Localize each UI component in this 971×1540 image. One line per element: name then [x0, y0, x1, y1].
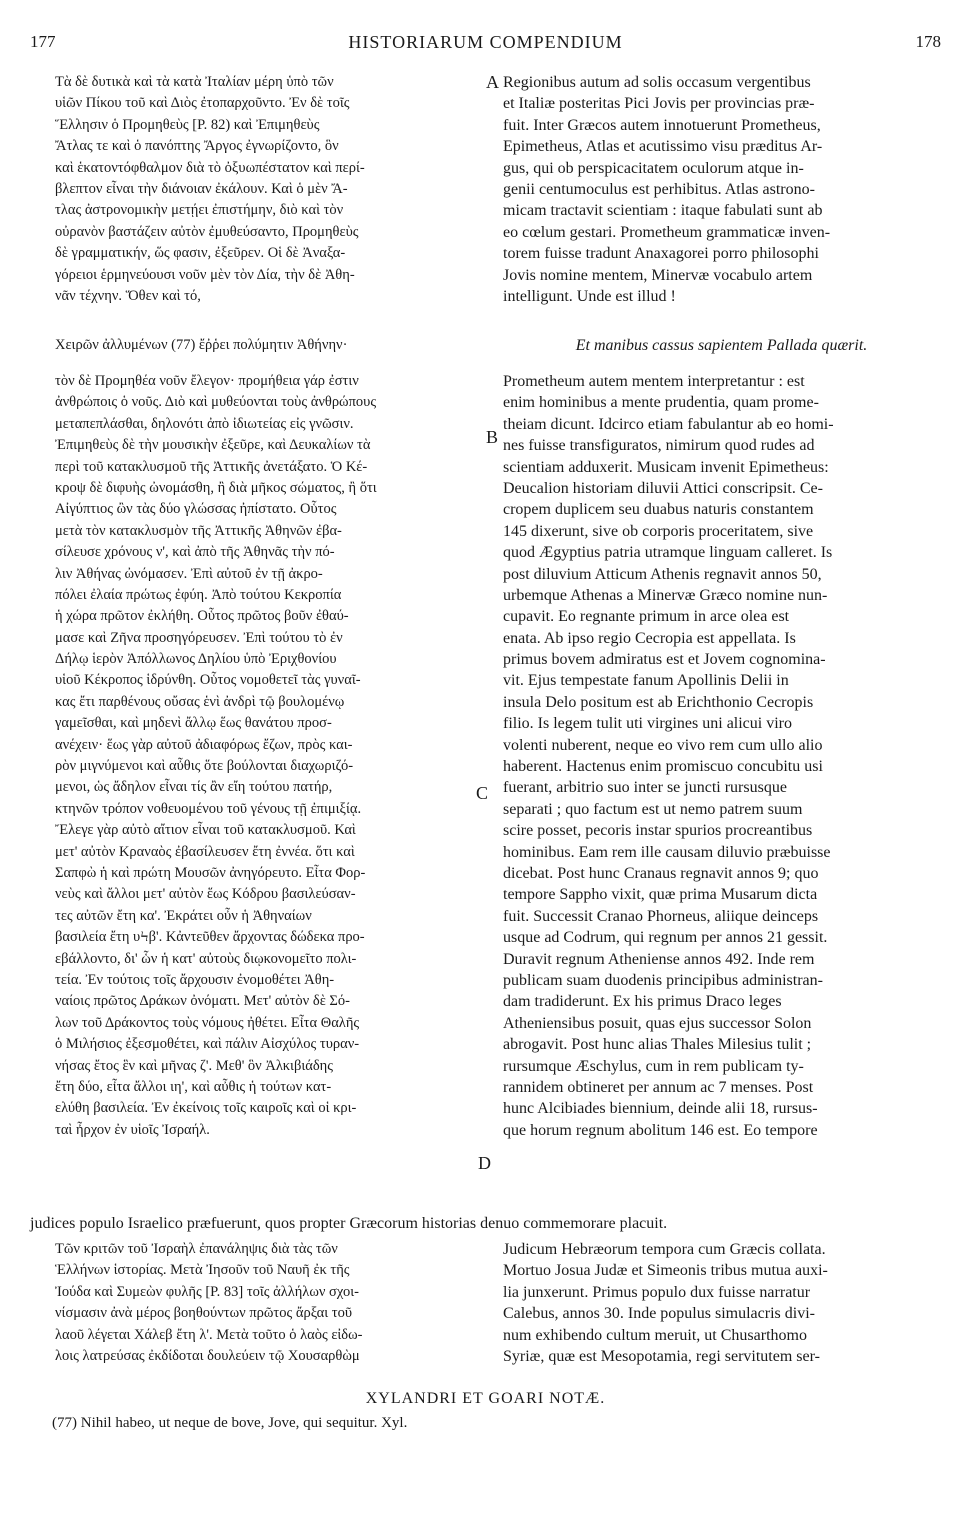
text-line: rursumque Æschylus, cum in rem publicam ty-	[503, 1057, 804, 1075]
text-line: dam tradiderunt. Ex his primus Draco leges	[503, 993, 782, 1011]
text-line: Ἑλλήνων ἱστορίας. Μετὰ Ἰησοῦν τοῦ Ναυῆ ἐκ τῆς	[55, 1262, 350, 1279]
text-line: urbemque Athenas a Minervæ Græco nomine nun-	[503, 586, 828, 604]
latin-verse: Et manibus cassus sapientem Pallada quærit.	[575, 337, 868, 354]
text-line: Ἕλλησιν ὁ Προμηθεὺς [P. 82) καὶ Ἐπιμηθεὺς	[55, 116, 320, 133]
text-line: Regionibus autum ad solis occasum vergentibus	[503, 74, 811, 91]
text-line: σίλευσε χρόνους ν', καὶ ἀπὸ τῆς Ἀθηνᾶς τὴν πό-	[55, 544, 335, 561]
text-line: βασιλεία ἔτη υϞβ'. Κἀντεῦθεν ἄρχοντας δώδεκα προ-	[55, 929, 365, 946]
text-line: cropem duplicem seu duabus naturis constantem	[503, 501, 814, 519]
text-line: νᾶν τέχνην. Ὅθεν καὶ τό,	[55, 287, 201, 304]
margin-marker-c: C	[476, 783, 489, 803]
text-line: hunc Alcibiades biennium, deinde alii 18, rursus-	[503, 1100, 818, 1118]
text-line: fuerant, arbitrio suo inter se juncti rursusque	[503, 779, 787, 797]
text-line: nes fuisse transfiguratos, nimirum quod rudes ad	[503, 437, 815, 455]
text-line: ανέχειν· ἕως γὰρ αὐτοῦ ἀδιαφόρως ἔζων, πρὸς και-	[55, 736, 353, 753]
text-line: κροψ δὲ διφυὴς ὠνομάσθη, ἢ διὰ μῆκος σώματος, ἢ ὅτι	[55, 479, 377, 496]
page-number-right: 178	[915, 32, 941, 51]
text-line: λοις λατρεύσας ἐκδίδοται δουλεύειν τῷ Χουσαρθὼμ	[55, 1347, 360, 1364]
latin-column-bottom	[503, 1239, 940, 1367]
text-line: que horum regnum abolitum 146 est. Eo tempore	[503, 1121, 818, 1139]
text-line: ταὶ ἦρχον ἐν υἱοῖς Ἰσραήλ.	[55, 1121, 210, 1138]
text-line: Σαπφὼ ἡ καὶ πρώτη Μουσῶν ἀνηγόρευτο. Εἶτα Φορ-	[55, 864, 366, 881]
running-title: HISTORIARUM COMPENDIUM	[348, 32, 623, 52]
text-line: νίσμασιν ἀνὰ μέρος βοηθούντων πρῶτος ἄρξαι τοῦ	[55, 1305, 353, 1322]
notes-heading: XYLANDRI ET GOARI NOTÆ.	[365, 1390, 606, 1407]
text-line: υἱοῦ Κέκροπος ἱδρύνθη. Οὗτος νομοθετεῖ τὰς γυναῖ-	[55, 672, 361, 689]
text-line: Ἐπιμηθεὺς δὲ τὴν μουσικὴν ἐξεῦρε, καὶ Δευκαλίων τὰ	[55, 437, 371, 454]
text-line: num exhibendo cultum meruit, ut Chusarthomo	[503, 1326, 807, 1344]
text-line: publicam suam duodenis principibus administran-	[503, 971, 823, 989]
text-line: Τῶν κριτῶν τοῦ Ἰσραὴλ ἐπανάληψις διὰ τὰς τῶν	[55, 1241, 338, 1257]
text-line: eo cœlum gestari. Prometheum grammaticæ inven-	[503, 223, 831, 241]
text-line: et Italiæ posteritas Pici Jovis per provincias præ-	[503, 95, 815, 113]
full-width-line: judices populo Israelico præfuerunt, quos propter Græcorum historias denuo commemorare placuit.	[30, 1215, 668, 1232]
text-line: κας ἔτι παρθένους οὔσας ἑνὶ ἀνδρὶ τῷ βουλομένῳ	[55, 693, 345, 710]
text-line: Jovis nomine mentem, Minervæ vocabulo artem	[503, 266, 813, 284]
text-line: τεία. Ἐν τούτοις τοῖς ἄρχουσιν ἐνομοθέτει Ἀθη-	[55, 971, 335, 988]
text-line: εβάλλοντο, δι' ὧν ἡ κατ' αὐτοὺς διῳκονομεῖτο πολι-	[55, 950, 357, 967]
footnote-77: (77) Nihil habeo, ut neque de bove, Jove, qui sequitur. Xyl.	[52, 1415, 408, 1431]
text-line: τες αὐτῶν ἔτη κα'. Ἐκράτει οὖν ἡ Ἀθηναίων	[55, 907, 312, 924]
text-line: scientiam adduxerit. Musicam invenit Epimetheus:	[503, 458, 829, 476]
text-line: γόρειοι ἑρμηνεύουσι νοῦν μὲν τὸν Δία, τὴν δὲ Ἀθη-	[55, 266, 355, 283]
greek-verse: Χειρῶν ἀλλυμένων (77) ἔῤῥει πολύμητιν Ἀθήνην·	[55, 337, 348, 353]
text-line: Epimetheus, Atlas et acutissimo visu præditus Ar-	[503, 138, 823, 156]
text-line: quod Ægyptius patria utramque linguam calleret. Is	[503, 544, 833, 562]
text-line: περὶ τοῦ κατακλυσμοῦ τῆς Ἀττικῆς ἀνετάξατο. Ὁ Κέ-	[55, 458, 368, 475]
text-line: λαοῦ λέγεται Χάλεβ ἔτη λ'. Μετὰ τοῦτο ὁ λαὸς εἰδω-	[55, 1326, 363, 1343]
text-line: enata. Ab ipso regio Cecropia est appellata. Is	[503, 629, 796, 647]
text-line: theiam dicunt. Idcirco etiam fabulantur ab eo homi-	[503, 415, 834, 433]
text-line: haberent. Hactenus enim promiscuo concubitu usi	[503, 758, 823, 776]
margin-marker-b: B	[486, 427, 499, 447]
text-line: 145 dixerunt, sive ob corporis proceritatem, sive	[503, 522, 814, 540]
text-line: fuit. Successit Cranao Phorneus, aliique deinceps	[503, 907, 819, 925]
text-line: μενοι, ὡς ἄδηλον εἶναι τίς ἂν εἴη τούτου πατήρ,	[55, 779, 333, 796]
text-line: λιν Ἀθήνας ὠνόμασεν. Ἐπὶ αὐτοῦ ἐν τῇ ἀκρο-	[55, 565, 323, 582]
text-line: οὐρανὸν βαστάζειν αὐτὸν ἐμυθεύσαντο, Προμηθεὺς	[55, 223, 359, 240]
text-line: hominibus. Eam rem ille causam diluvio præbuisse	[503, 843, 831, 861]
text-line: ἡ χώρα πρῶτον ἐκλήθη. Οὗτος πρῶτος βοῦν ἐθαύ-	[55, 608, 349, 625]
greek-column-bottom	[55, 1239, 487, 1367]
text-line: torem fuisse tradunt Anaxagorei porro philosophi	[503, 245, 819, 263]
margin-marker-a: A	[486, 72, 499, 92]
text-line: Τὰ δὲ δυτικὰ καὶ τὰ κατὰ Ἰταλίαν μέρη ὑπὸ τῶν	[55, 74, 334, 90]
text-line: enim hominibus a mente prudentia, quam prome-	[503, 394, 819, 412]
text-line: τὸν δὲ Προμηθέα νοῦν ἔλεγον· προμήθεια γάρ ἐστιν	[55, 373, 359, 389]
text-line: Atheniensibus posuit, quas ejus successor Solon	[503, 1014, 812, 1032]
text-line: νήσας ἔτος ἓν καὶ μῆνας ζ'. Μεθ' ὃν Ἀλκιβιάδης	[55, 1057, 333, 1074]
text-line: dicebat. Post hunc Cranaus regnavit annos 9; quo	[503, 864, 819, 882]
text-line: μετ' αὐτὸν Κραναὸς ἐβασίλευσεν ἔτη ἐννέα. ὅτι καὶ	[55, 843, 355, 860]
text-line: βλεπτον εἶναι τὴν διάνοιαν ἐκάλουν. Καὶ ὁ μὲν Ἄ-	[55, 180, 348, 197]
page-number-left: 177	[30, 32, 56, 51]
text-line: tempore Sappho vixit, quæ prima Musarum dicta	[503, 886, 818, 904]
text-line: vit. Ejus tempestate fanum Apollinis Delii in	[503, 672, 789, 690]
text-line: υἱῶν Πίκου τοῦ καὶ Διὸς ἐτοπαρχοῦντο. Ἐν δὲ τοῖς	[55, 95, 350, 112]
text-line: primus bovem admiratus est et Jovem cognomina-	[503, 651, 826, 669]
text-line: fuit. Inter Græcos autem innotuerunt Prometheus,	[503, 116, 821, 134]
text-line: rannidem obtineret per annum ac 7 menses. Post	[503, 1078, 814, 1096]
text-line: νεὺς καὶ ἄλλοι μετ' αὐτὸν ἕως Κόδρου βασιλεύσαν-	[55, 886, 356, 903]
margin-marker-d: D	[478, 1153, 491, 1173]
text-line: Deucalion historiam diluvii Attici conscripsit. Ce-	[503, 479, 823, 497]
text-line: lia junxerunt. Primus populo dux fuisse narratur	[503, 1283, 811, 1301]
text-line: ελύθη βασιλεία. Ἐν ἐκείνοις τοῖς καιροῖς καὶ οἱ κρι-	[55, 1100, 357, 1117]
text-line: Duravit regnum Atheniense annos 492. Inde rem	[503, 950, 815, 968]
text-line: Judicum Hebræorum tempora cum Græcis collata.	[503, 1241, 826, 1258]
text-line: separati ; quo factum est ut nemo patrem suum	[503, 800, 803, 818]
text-line: Ἔλεγε γὰρ αὐτὸ αἴτιον εἶναι τοῦ κατακλυσμοῦ. Καὶ	[55, 822, 356, 839]
text-line: intelligunt. Unde est illud !	[503, 287, 676, 305]
text-line: τλας ἀστρονομικὴν μετῄει ἐπιστήμην, διὸ καὶ τὸν	[55, 202, 344, 219]
text-line: cupavit. Eo regnante primum in arce olea est	[503, 608, 790, 626]
text-line: ὁ Μιλήσιος ἐξεσμοθέτει, καὶ πάλιν Αἰσχύλος τυραν-	[55, 1036, 360, 1053]
text-line: insula Delo positum est ab Erichthonio Cecropis	[503, 693, 814, 711]
text-line: δὲ γραμματικήν, ὥς φασιν, ἐξεῦρεν. Οἱ δὲ Ἀναξα-	[55, 245, 346, 262]
text-line: Ἄτλας τε καὶ ὁ πανόπτης Ἄργος ἐγνωρίζοντο, ὃν	[55, 138, 339, 155]
text-line: Αἰγύπτιος ὢν τὰς δύο γλώσσας ἠπίστατο. Οὗτος	[55, 501, 337, 518]
text-line: καὶ ἑκατοντόφθαλμον διὰ τὸ ὀξυωπέστατον καὶ περί-	[55, 159, 365, 176]
text-line: Prometheum autem mentem interpretantur : est	[503, 373, 805, 390]
text-line: Calebus, annos 30. Inde populus simulacris divi-	[503, 1305, 815, 1323]
latin-column-top	[503, 72, 940, 307]
text-line: filio. Is legem tulit uti virgines uni alicui viro	[503, 715, 792, 733]
text-line: abrogavit. Post hunc alias Thales Milesius tulit ;	[503, 1036, 812, 1054]
text-line: usque ad Codrum, qui regnum per annos 21 gessit.	[503, 929, 828, 947]
text-line: λων τοῦ Δράκοντος τοὺς νόμους ἠθέτει. Εἶτα Θαλῆς	[55, 1014, 360, 1031]
text-line: Syriæ, quæ est Mesopotamia, regi servitutem ser-	[503, 1347, 820, 1365]
text-line: μασε καὶ Ζῆνα προσηγόρευσεν. Ἐπὶ τούτου τὸ ἐν	[55, 629, 343, 646]
greek-column-middle	[55, 371, 487, 1141]
text-line: πόλει ἐλαία πρώτως ἐφύη. Ἀπὸ τούτου Κεκροπία	[55, 586, 342, 603]
latin-column-middle	[503, 371, 940, 1141]
greek-column-top	[55, 72, 487, 307]
text-line: ἔτη δύο, εἶτα ἄλλοι ιη', καὶ αὖθις ἡ τούτων κατ-	[55, 1078, 332, 1095]
text-line: genii centumoculus est perhibitus. Atlas astrono-	[503, 180, 815, 198]
text-line: μετὰ τὸν κατακλυσμὸν τῆς Ἀττικῆς Ἀθηνῶν ἐβα-	[55, 522, 342, 539]
text-line: κτηνῶν τρόπον νοθευομένου τοῦ γένους τῇ ἐπιμιξίᾳ.	[55, 800, 362, 817]
text-line: ναίοις πρῶτος Δράκων ὀνόματι. Μετ' αὐτὸν δὲ Σό-	[55, 993, 350, 1010]
text-line: μεταπεπλάσθαι, δηλονότι ἀπὸ ἰδιωτείας εἰς γνῶσιν.	[55, 415, 354, 432]
text-line: ἀνθρώποις ὁ νοῦς. Διὸ καὶ μυθεύονται τοὺς ἀνθρώπους	[55, 394, 377, 411]
text-line: gus, qui ob perspicacitatem oculorum atque in-	[503, 159, 804, 177]
text-line: Ἰούδα καὶ Συμεὼν φυλῆς [P. 83] τοῖς ἀλλήλων σχοι-	[55, 1283, 359, 1300]
text-line: Mortuo Josua Judæ et Simeonis tribus mutua auxi-	[503, 1262, 828, 1280]
text-line: Δήλῳ ἱερὸν Ἀπόλλωνος Δηλίου ὑπὸ Ἐριχθονίου	[55, 651, 337, 668]
page-header	[30, 32, 941, 60]
text-line: volenti nuberent, neque eo vivo rem cum ullo alio	[503, 736, 823, 754]
text-line: post diluvium Atticum Athenis regnavit annos 50,	[503, 565, 822, 583]
text-line: ρὸν μιγνύμενοι καὶ αὖθις ὅτε βούλονται διαχωριζό-	[55, 758, 354, 775]
text-line: scire posset, pecoris instar spurios procreantibus	[503, 822, 813, 840]
text-line: γαμεῖσθαι, καὶ μηδενὶ ἄλλῳ ἕως θανάτου προσ-	[55, 715, 332, 732]
text-line: micam tractavit scientiam : itaque fabulati sunt ab	[503, 202, 823, 220]
